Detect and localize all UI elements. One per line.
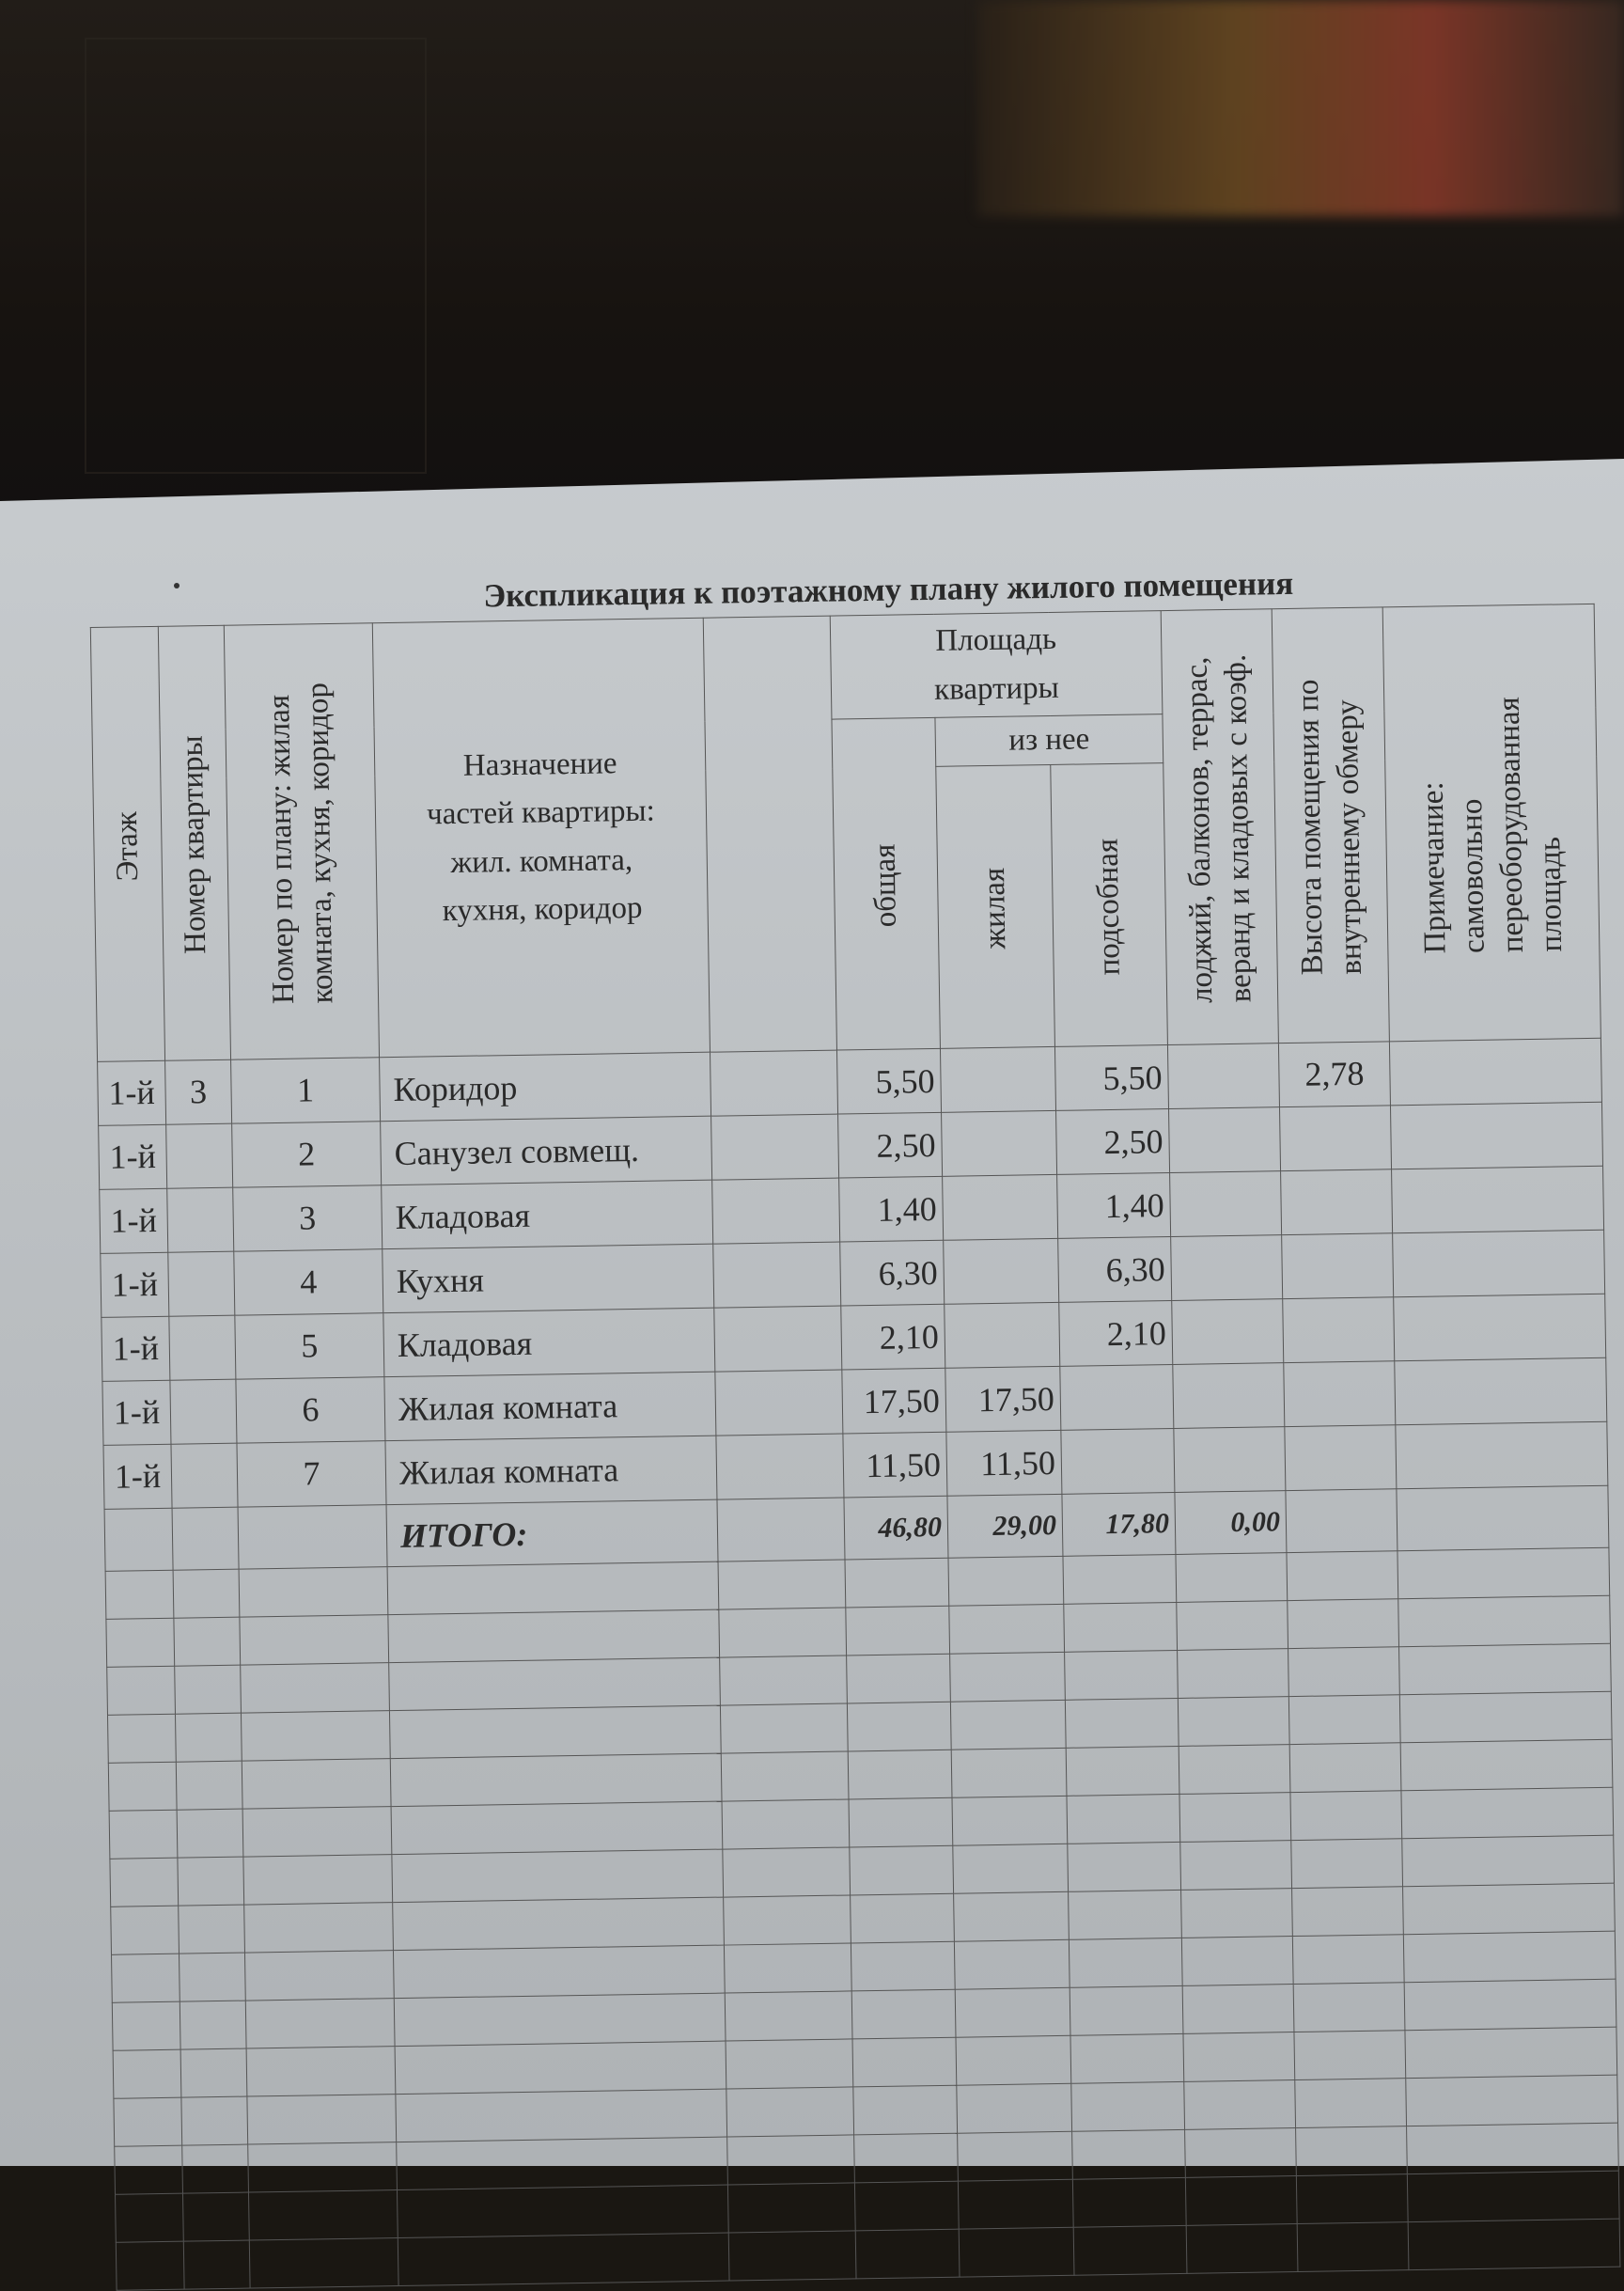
empty-cell (1065, 1699, 1179, 1749)
empty-cell (1292, 1935, 1404, 1985)
empty-cell (724, 1895, 851, 1945)
empty-cell (1399, 1643, 1612, 1695)
cell-naznachenie: Жилая комната (385, 1436, 717, 1505)
cell-zhilaya: 17,50 (945, 1367, 1061, 1433)
background-shelf (977, 0, 1624, 216)
empty-cell (728, 2231, 856, 2281)
cell-podsobnaya: 5,50 (1054, 1045, 1168, 1111)
cell-nomer-po-planu: 4 (234, 1249, 383, 1315)
empty-cell (1403, 1883, 1616, 1935)
empty-cell (106, 1618, 175, 1667)
empty-cell (1404, 1979, 1616, 2031)
empty-cell (1179, 1745, 1290, 1795)
cell-podsobnaya (1060, 1365, 1174, 1431)
cell-zhilaya: 11,50 (946, 1431, 1062, 1497)
empty-cell (1287, 1551, 1398, 1601)
header-podsobnaya: подсобная (1051, 763, 1168, 1047)
empty-cell (389, 1657, 721, 1711)
empty-cell (846, 1606, 950, 1655)
cell-empty (716, 1434, 844, 1499)
empty-cell (1403, 1931, 1616, 1983)
empty-cell (1296, 2126, 1408, 2176)
cell-zhilaya (940, 1047, 1055, 1113)
empty-cell (1068, 1843, 1181, 1892)
empty-cell (394, 1993, 726, 2047)
cell-empty (713, 1242, 841, 1308)
empty-cell (1185, 2128, 1297, 2178)
empty-cell (957, 2083, 1072, 2133)
empty-cell (1408, 2219, 1620, 2270)
cell-obshchaya: 17,50 (842, 1368, 946, 1434)
empty-cell (1407, 2171, 1619, 2222)
empty-cell (1398, 1595, 1611, 1647)
header-empty-column (703, 616, 836, 1052)
cell-lodzhii (1169, 1107, 1281, 1173)
empty-cell (1063, 1555, 1177, 1605)
empty-cell (1402, 1835, 1615, 1887)
empty-cell (108, 1714, 177, 1763)
empty-cell (1290, 1791, 1402, 1841)
background-cabinet-door (85, 38, 427, 474)
empty-cell (393, 1945, 725, 1999)
cell-empty (714, 1306, 842, 1372)
empty-cell (391, 1801, 723, 1855)
empty-cell (1288, 1647, 1400, 1697)
empty-cell (951, 1748, 1067, 1797)
cell-empty (711, 1114, 839, 1180)
empty-cell (845, 1558, 949, 1608)
empty-cell (958, 2179, 1073, 2229)
cell-nomer-kvartiry (168, 1251, 235, 1316)
empty-cell (397, 2185, 728, 2238)
header-lodzhii: лоджий, балконов, террас, веранд и кладовых с коэф. (1161, 609, 1278, 1045)
empty-cell (718, 1560, 846, 1609)
empty-cell (1292, 1887, 1404, 1937)
cell-obshchaya: 1,40 (839, 1176, 944, 1242)
empty-cell (848, 1750, 952, 1799)
empty-cell (847, 1702, 951, 1751)
cell-lodzhii (1171, 1235, 1283, 1301)
empty-cell (175, 1665, 242, 1714)
header-etazh: Этаж (90, 626, 164, 1061)
cell-naznachenie: Коридор (380, 1052, 711, 1122)
cell-nomer-kvartiry (170, 1379, 237, 1444)
empty-cell (178, 1857, 244, 1906)
cell-lodzhii (1174, 1427, 1286, 1493)
empty-cell (105, 1570, 174, 1619)
empty-cell (954, 1891, 1070, 1941)
empty-cell (948, 1556, 1064, 1606)
empty-cell (1407, 2123, 1619, 2174)
empty-cell (727, 2135, 855, 2185)
cell-zhilaya (942, 1111, 1057, 1177)
cell-naznachenie: Кладовая (383, 1308, 715, 1377)
empty-cell (955, 1987, 1070, 2037)
empty-cell (855, 2229, 960, 2279)
empty-cell (110, 1858, 179, 1907)
empty-cell (115, 2145, 183, 2194)
empty-cell (246, 2047, 396, 2096)
empty-cell (241, 1663, 390, 1713)
explication-document (89, 555, 1619, 2291)
empty-cell (1178, 1697, 1289, 1747)
cell-etazh: 1-й (101, 1252, 169, 1317)
cell-nomer-po-planu: 3 (233, 1185, 383, 1251)
cell-nomer-kvartiry (171, 1443, 238, 1508)
empty-cell (724, 1943, 851, 1993)
empty-cell (396, 2089, 727, 2142)
empty-cell (387, 1561, 719, 1615)
empty-cell (244, 1951, 394, 2001)
empty-cell (959, 2227, 1074, 2277)
empty-cell (1297, 2222, 1409, 2272)
empty-cell (173, 1569, 240, 1618)
empty-cell (183, 2240, 250, 2289)
cell-nomer-kvartiry: 3 (165, 1059, 232, 1124)
empty-cell (1294, 2031, 1406, 2080)
empty-cell (723, 1847, 851, 1897)
empty-cell (175, 1713, 242, 1762)
empty-cell (1071, 2082, 1185, 2132)
empty-cell (956, 2035, 1071, 2085)
empty-cell (1181, 1937, 1293, 1986)
empty-cell (954, 1939, 1070, 1989)
empty-cell (1400, 1739, 1613, 1791)
empty-cell (720, 1655, 848, 1705)
empty-cell (952, 1796, 1068, 1845)
cell-etazh: 1-й (102, 1316, 170, 1381)
header-nomer-kvartiry: Номер квартиры (158, 625, 230, 1060)
empty-cell (395, 2041, 726, 2095)
empty-cell (112, 1954, 180, 2002)
header-primechanie: Примечание: самовольно переоборудованная площадь (1382, 604, 1601, 1042)
empty-cell (248, 2142, 398, 2192)
cell-nomer-kvartiry (169, 1315, 236, 1380)
cell-lodzhii (1172, 1299, 1284, 1365)
empty-cell (1069, 1891, 1182, 1940)
empty-cell (1069, 1938, 1182, 1988)
cell-obshchaya: 11,50 (843, 1432, 947, 1498)
cell-vysota: 2,78 (1278, 1042, 1390, 1107)
header-nomer-po-planu: Номер по плану: жилая комната, кухня, коридор (224, 623, 379, 1060)
empty-cell (1288, 1599, 1399, 1649)
empty-cell (958, 2131, 1073, 2181)
empty-cell (719, 1608, 847, 1657)
empty-cell (179, 1905, 245, 1954)
empty-cell (1406, 2075, 1618, 2126)
empty-cell (107, 1666, 176, 1715)
empty-cell (116, 2193, 184, 2242)
empty-cell (240, 1615, 389, 1665)
header-naznachenie: Назначение частей квартиры: жил. комната, кухня, коридор (372, 618, 710, 1058)
cell-podsobnaya: 1,40 (1057, 1173, 1171, 1239)
total-lodzhii: 0,00 (1175, 1491, 1287, 1555)
empty-cell (111, 1906, 180, 1954)
empty-cell (176, 1761, 242, 1810)
empty-cell (1180, 1841, 1292, 1891)
empty-cell (1289, 1743, 1401, 1793)
cell-podsobnaya: 6,30 (1058, 1237, 1172, 1303)
cell-primechanie (1392, 1166, 1604, 1233)
empty-cell (244, 1903, 394, 1953)
empty-cell (1070, 2034, 1184, 2084)
empty-cell (1296, 2174, 1408, 2224)
empty-cell (1184, 2080, 1296, 2130)
cell-vysota (1282, 1233, 1394, 1299)
cell-etazh: 1-й (102, 1380, 171, 1445)
cell-lodzhii (1173, 1363, 1285, 1429)
empty-cell (1178, 1649, 1289, 1699)
header-vysota: Высота помещения по внутреннему обмеру (1272, 607, 1389, 1044)
empty-cell (248, 2190, 398, 2240)
empty-cell (109, 1810, 178, 1859)
cell-naznachenie: Жилая комната (384, 1372, 716, 1441)
cell-naznachenie: Санузел совмещ. (381, 1116, 712, 1185)
cell-etazh: 1-й (99, 1124, 167, 1189)
empty-cell (108, 1762, 177, 1811)
empty-cell (183, 2192, 250, 2241)
empty-cell (1295, 2079, 1407, 2128)
document-title: Экспликация к поэтажному плану жилого помещения (483, 564, 1294, 615)
cell-primechanie (1389, 1038, 1601, 1106)
empty-cell (1065, 1651, 1179, 1701)
empty-cell (179, 1953, 245, 2001)
cell-podsobnaya (1061, 1429, 1175, 1495)
cell-nomer-kvartiry (167, 1187, 234, 1252)
empty-cell (950, 1700, 1066, 1750)
empty-cell (1293, 1983, 1405, 2032)
empty-cell (180, 2001, 246, 2049)
empty-cell (953, 1844, 1069, 1893)
cell-primechanie (1396, 1421, 1608, 1489)
cell-lodzhii (1170, 1171, 1282, 1237)
cell-vysota (1285, 1425, 1397, 1491)
empty-cell (1405, 2027, 1617, 2079)
cell-empty (712, 1178, 840, 1244)
cell-nomer-po-planu: 2 (232, 1122, 382, 1187)
empty-cell (727, 2183, 855, 2233)
empty-cell (1177, 1601, 1288, 1651)
empty-cell (1186, 2224, 1298, 2274)
cell-etazh: 1-й (98, 1060, 166, 1125)
empty-cell (398, 2233, 729, 2286)
cell-primechanie (1393, 1230, 1605, 1297)
cell-zhilaya (945, 1303, 1060, 1369)
empty-cell (249, 2238, 398, 2288)
cell-naznachenie: Кухня (383, 1244, 714, 1313)
empty-cell (1182, 1985, 1294, 2034)
cell-obshchaya: 2,10 (841, 1304, 945, 1370)
empty-cell (850, 1845, 954, 1895)
empty-cell (726, 2039, 853, 2089)
empty-cell (726, 2087, 854, 2137)
empty-cell (241, 1711, 390, 1761)
empty-cell (849, 1797, 953, 1847)
empty-cell (239, 1567, 388, 1617)
cell-obshchaya: 6,30 (840, 1240, 945, 1306)
empty-cell (1064, 1603, 1178, 1653)
empty-cell (393, 1897, 725, 1951)
empty-cell (851, 1941, 955, 1991)
cell-naznachenie: Кладовая (382, 1180, 713, 1249)
empty-cell (112, 2001, 180, 2050)
header-ploshchad: Площадь квартиры (830, 611, 1163, 720)
empty-cell (1288, 1695, 1400, 1745)
empty-cell (1398, 1547, 1610, 1599)
cell-podsobnaya: 2,50 (1056, 1109, 1170, 1175)
empty-cell (180, 2048, 247, 2097)
explication-table (90, 604, 1621, 2291)
empty-cell (1176, 1553, 1288, 1603)
empty-cell (1181, 1889, 1293, 1938)
empty-cell (1399, 1691, 1612, 1743)
empty-cell (174, 1617, 241, 1666)
cell-nomer-po-planu: 7 (237, 1441, 386, 1507)
cell-empty (715, 1370, 843, 1436)
empty-cell (720, 1703, 848, 1753)
empty-cell (1067, 1795, 1180, 1844)
empty-cell (113, 2049, 181, 2098)
empty-cell (1073, 2226, 1187, 2276)
empty-cell (1066, 1747, 1179, 1797)
empty-cell (721, 1751, 849, 1801)
cell-etazh: 1-й (103, 1444, 172, 1509)
empty-cell (854, 2181, 959, 2231)
empty-cell (950, 1652, 1066, 1702)
empty-cell (1179, 1793, 1291, 1843)
empty-cell (245, 1999, 395, 2048)
empty-cell (182, 2144, 249, 2193)
empty-cell (1070, 1986, 1183, 2036)
empty-cell (247, 2095, 397, 2144)
empty-cell (853, 2085, 958, 2135)
cell-obshchaya: 2,50 (838, 1112, 943, 1178)
cell-obshchaya: 5,50 (836, 1048, 941, 1114)
empty-cell (389, 1705, 721, 1759)
cell-etazh: 1-й (100, 1188, 168, 1253)
empty-cell (1072, 2178, 1186, 2228)
cell-zhilaya (943, 1175, 1058, 1241)
empty-cell (392, 1849, 724, 1903)
cell-primechanie (1390, 1102, 1602, 1169)
empty-cell (1291, 1839, 1403, 1889)
empty-cell (181, 2096, 248, 2145)
header-iz-nee: из нее (935, 714, 1163, 767)
empty-cell (390, 1753, 722, 1807)
cell-nomer-po-planu: 1 (231, 1058, 381, 1123)
cell-empty (710, 1050, 838, 1116)
total-label: ИТОГО: (386, 1499, 718, 1567)
empty-cell (242, 1759, 391, 1809)
empty-cell (177, 1809, 243, 1858)
empty-cell (242, 1807, 392, 1857)
total-obshchaya: 46,80 (844, 1496, 948, 1560)
cell-primechanie (1394, 1294, 1606, 1361)
empty-cell (388, 1609, 720, 1663)
header-obshchaya: общая (832, 717, 941, 1050)
total-zhilaya: 29,00 (947, 1495, 1063, 1559)
empty-cell (1072, 2130, 1186, 2180)
empty-cell (851, 1989, 956, 2039)
empty-cell (949, 1604, 1065, 1654)
empty-cell (397, 2137, 728, 2190)
cell-nomer-po-planu: 6 (236, 1377, 385, 1443)
empty-cell (116, 2241, 184, 2290)
empty-cell (1185, 2176, 1297, 2226)
total-podsobnaya: 17,80 (1062, 1493, 1176, 1557)
empty-cell (1183, 2032, 1295, 2082)
cell-vysota (1280, 1106, 1392, 1171)
cell-lodzhii (1167, 1044, 1279, 1109)
cell-nomer-kvartiry (166, 1123, 233, 1188)
cell-nomer-po-planu: 5 (235, 1313, 384, 1379)
header-zhilaya: жилая (936, 765, 1055, 1049)
cell-zhilaya (944, 1239, 1059, 1305)
empty-cell (725, 1991, 852, 2041)
empty-cell (852, 2037, 957, 2087)
cell-vysota (1283, 1297, 1395, 1363)
empty-cell (243, 1855, 393, 1905)
empty-cell (847, 1654, 951, 1703)
empty-cell (1401, 1787, 1614, 1839)
empty-cell (722, 1799, 850, 1849)
empty-cell (854, 2133, 959, 2183)
cell-vysota (1284, 1361, 1396, 1427)
cell-vysota (1281, 1169, 1393, 1235)
empty-cell (114, 2097, 182, 2146)
empty-cell (851, 1893, 955, 1943)
cell-primechanie (1395, 1357, 1607, 1425)
cell-podsobnaya: 2,10 (1059, 1301, 1173, 1367)
